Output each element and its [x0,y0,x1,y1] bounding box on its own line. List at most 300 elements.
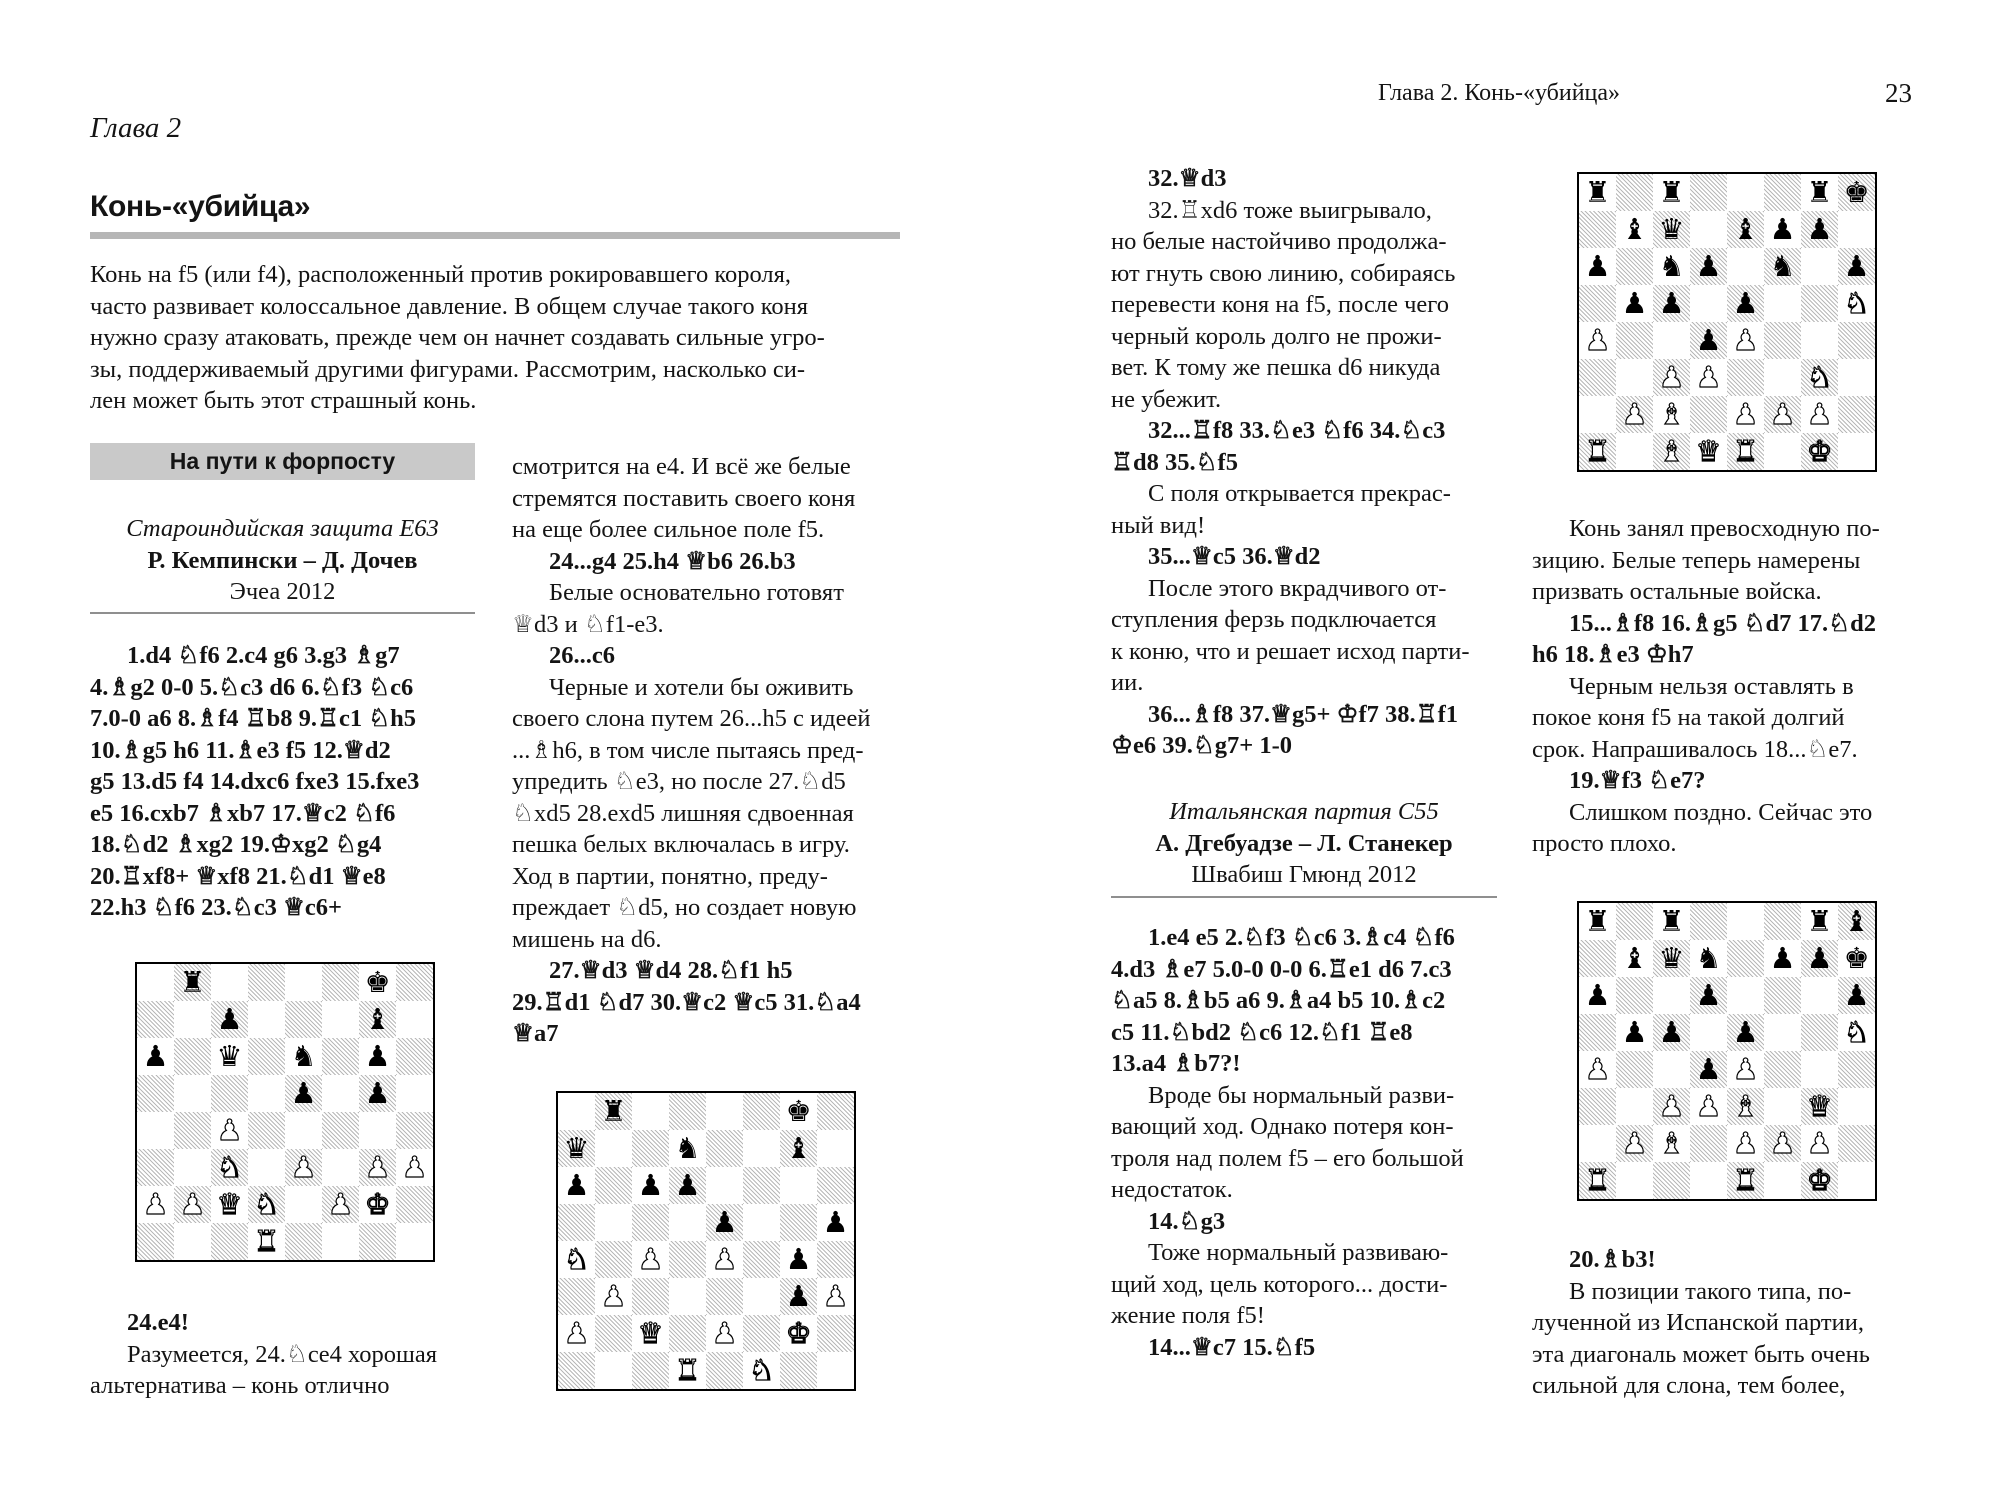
board-square [322,1075,359,1112]
board-square [1690,396,1727,433]
board-square [1727,285,1764,322]
board-square [1616,433,1653,470]
black-rook-icon: ♜ [1658,904,1685,938]
white-pawn-icon: ♟ [711,1316,738,1350]
text-line: Слишком поздно. Сейчас это [1569,798,1873,826]
board-square [396,1038,433,1075]
white-king-icon: ♚ [785,1316,812,1350]
board-square [558,1130,595,1167]
board-square [780,1352,817,1389]
white-bishop-icon: ♝ [1658,434,1685,468]
black-rook-icon: ♜ [1806,175,1833,209]
board-square [1690,285,1727,322]
board-square [1579,359,1616,396]
board-square [669,1167,706,1204]
board-square [1838,1014,1875,1051]
move-line: ♕a7 [512,1020,559,1047]
black-bishop-icon: ♝ [1732,212,1759,246]
board-square [1653,1014,1690,1051]
black-pawn-icon: ♟ [1695,249,1722,283]
board-square [1690,211,1727,248]
board-square [1690,903,1727,940]
board-square [174,1075,211,1112]
move-line: 14...♕c7 15.♘f5 [1148,1333,1316,1361]
board-square [1801,1162,1838,1199]
black-pawn-icon: ♟ [1621,286,1648,320]
white-pawn-icon: ♟ [1732,397,1759,431]
text-line: просто плохо. [1532,830,1677,857]
board-square [743,1315,780,1352]
white-pawn-icon: ♟ [1658,360,1685,394]
board-square [1690,322,1727,359]
white-pawn-icon: ♟ [822,1279,849,1313]
black-rook-icon: ♜ [1584,175,1611,209]
game2-header [1111,796,1497,891]
board-square [743,1167,780,1204]
board-square [1764,322,1801,359]
white-pawn-icon: ♟ [1695,360,1722,394]
move-line: h6 18.♗e3 ♔h7 [1532,641,1694,668]
intro-line: нужно сразу атаковать, прежде чем он начнет создавать сильные угро- [90,324,825,351]
white-king-icon: ♚ [364,1187,391,1221]
board-square [743,1093,780,1130]
game2-event: Швабиш Гмюнд 2012 [1191,861,1417,888]
board-square [285,964,322,1001]
board-square [1838,174,1875,211]
white-pawn-icon: ♟ [1584,323,1611,357]
black-knight-icon: ♞ [674,1131,701,1165]
white-king-icon: ♚ [1806,434,1833,468]
board-square [558,1352,595,1389]
black-knight-icon: ♞ [290,1039,317,1073]
board-square [396,1112,433,1149]
board-square [706,1315,743,1352]
board-square [1616,1162,1653,1199]
white-pawn-icon: ♟ [290,1150,317,1184]
board-square [1838,322,1875,359]
board-square [743,1241,780,1278]
game2-players: А. Дгебуадзе – Л. Станекер [1155,829,1453,857]
white-knight-icon: ♞ [748,1353,775,1387]
black-rook-icon: ♜ [600,1094,627,1128]
board-square [322,1112,359,1149]
running-header: Глава 2. Конь-«убийца» [1378,80,1621,106]
board-square [1727,248,1764,285]
black-pawn-icon: ♟ [364,1039,391,1073]
text-line: упредить ♘e3, но после 27.♘d5 [512,768,846,795]
text-line: Белые основательно готовят [549,579,844,606]
black-rook-icon: ♜ [1658,175,1685,209]
board-square [1579,940,1616,977]
board-square [1653,174,1690,211]
black-pawn-icon: ♟ [785,1242,812,1276]
board-square [1764,903,1801,940]
text-line: эта диагональ может быть очень [1532,1340,1870,1368]
board-square [285,1149,322,1186]
move-line: 26...c6 [549,642,615,669]
board-square [669,1278,706,1315]
board-square [1579,285,1616,322]
board-square [817,1204,854,1241]
board-square [248,1038,285,1075]
board-square [780,1093,817,1130]
white-pawn-icon: ♟ [1769,1126,1796,1160]
board-square [1727,1162,1764,1199]
text-line: черный король долго не прожи- [1111,322,1442,350]
text-line: смотрится на e4. И всё же белые [512,453,851,480]
move-line: 32...♖f8 33.♘e3 ♘f6 34.♘c3 [1148,417,1446,444]
board-square [558,1093,595,1130]
white-queen-icon: ♛ [1806,1089,1833,1123]
move-line: c5 11.♘bd2 ♘c6 12.♘f1 ♖e8 [1111,1018,1413,1046]
text-line: Вроде бы нормальный разви- [1148,1081,1455,1109]
black-pawn-icon: ♟ [822,1205,849,1239]
black-pawn-icon: ♟ [1695,323,1722,357]
move-line: ♔e6 39.♘g7+ 1-0 [1111,732,1293,759]
move-line: 1.d4 ♘f6 2.c4 g6 3.g3 ♗g7 [127,642,400,669]
board-square [1764,285,1801,322]
board-square [137,1038,174,1075]
board-square [1727,433,1764,470]
board-square [1690,1051,1727,1088]
text-line: щий ход, цель которого... дости- [1111,1270,1448,1298]
move-line: 35...♕c5 36.♕d2 [1148,543,1321,570]
board-square [558,1167,595,1204]
text-line: пешка белых включалась в игру. [512,831,850,858]
text-line: альтернатива – конь отлично [90,1372,390,1399]
board-square [1727,174,1764,211]
board-square [322,1186,359,1223]
white-knight-icon: ♞ [1843,286,1870,320]
intro-line: Конь на f5 (или f4), расположенный против рокировавшего короля, [90,261,792,288]
board-square [1727,940,1764,977]
black-pawn-icon: ♟ [674,1168,701,1202]
chapter-label: Глава 2 [90,112,182,144]
board-square [706,1130,743,1167]
board-square [1801,174,1838,211]
board-square [1653,1051,1690,1088]
text-line: к коню, что и решает исход парти- [1111,637,1470,665]
board-square [211,1186,248,1223]
text-line: преждает ♘d5, но создает новую [512,894,857,921]
board-square [322,1223,359,1260]
black-pawn-icon: ♟ [216,1002,243,1036]
move-line: g5 13.d5 f4 14.dxc6 fxe3 15.fxe3 [90,768,420,795]
board-square [359,1223,396,1260]
white-rook-icon: ♜ [674,1353,701,1387]
chapter-title: Конь-«убийца» [90,190,311,223]
board-square [322,1001,359,1038]
black-pawn-icon: ♟ [637,1168,664,1202]
board-square [1616,1051,1653,1088]
text-line: ♕d3 и ♘f1-e3. [512,610,664,638]
board-square [1616,1088,1653,1125]
board-square [1838,1051,1875,1088]
board-square [1616,174,1653,211]
board-square [1801,1125,1838,1162]
board-square [780,1315,817,1352]
board-square [1727,1125,1764,1162]
board-square [1579,211,1616,248]
white-pawn-icon: ♟ [1732,1126,1759,1160]
white-pawn-icon: ♟ [142,1187,169,1221]
board-square [817,1278,854,1315]
move-line: 13.a4 ♗b7?! [1111,1050,1241,1077]
board-square [285,1075,322,1112]
board-square [1764,1088,1801,1125]
board-square [1653,977,1690,1014]
board-square [669,1130,706,1167]
board-square [248,1112,285,1149]
board-square [174,964,211,1001]
chess-diagram-4 [1577,901,1877,1201]
board-square [780,1241,817,1278]
board-square [1838,977,1875,1014]
board-square [248,1075,285,1112]
white-queen-icon: ♛ [637,1316,664,1350]
board-square [1801,903,1838,940]
board-square [595,1093,632,1130]
board-square [1838,248,1875,285]
text-line: срок. Напрашивалось 18...♘e7. [1532,735,1858,763]
board-square [595,1167,632,1204]
move-line: 1.e4 e5 2.♘f3 ♘c6 3.♗c4 ♘f6 [1148,924,1455,951]
board-square [1579,322,1616,359]
black-pawn-icon: ♟ [1732,1015,1759,1049]
white-pawn-icon: ♟ [1732,323,1759,357]
black-pawn-icon: ♟ [711,1205,738,1239]
move-line: 32.♕d3 [1148,165,1227,192]
text-line: лученной из Испанской партии, [1532,1309,1864,1336]
text-line: не убежит. [1111,385,1222,413]
white-queen-icon: ♛ [1695,434,1722,468]
white-pawn-icon: ♟ [600,1279,627,1313]
board-square [1579,1014,1616,1051]
page-number: 23 [1885,78,1912,108]
board-square [137,964,174,1001]
intro-line: лен может быть этот страшный конь. [90,387,477,414]
board-square [743,1278,780,1315]
board-square [743,1352,780,1389]
board-square [211,1223,248,1260]
black-pawn-icon: ♟ [1584,978,1611,1012]
black-knight-icon: ♞ [1658,249,1685,283]
board-square [248,964,285,1001]
text-line: Разумеется, 24.♘ce4 хорошая [127,1340,438,1368]
board-square [396,1001,433,1038]
board-square [1838,359,1875,396]
text-line: ступления ферзь подключается [1111,606,1437,633]
board-square [1690,433,1727,470]
black-pawn-icon: ♟ [1658,286,1685,320]
board-square [632,1204,669,1241]
black-pawn-icon: ♟ [1732,286,1759,320]
text-line: вет. К тому же пешка d6 никуда [1111,354,1441,381]
board-square [1653,1088,1690,1125]
board-square [1579,903,1616,940]
board-square [322,1038,359,1075]
black-pawn-icon: ♟ [1806,941,1833,975]
text-line: Конь занял превосходную по- [1569,515,1880,542]
board-square [322,964,359,1001]
board-square [595,1241,632,1278]
board-square [595,1315,632,1352]
board-square [396,964,433,1001]
game1-event: Эчеа 2012 [229,578,336,605]
board-square [1690,1162,1727,1199]
board-square [285,1186,322,1223]
black-pawn-icon: ♟ [1843,249,1870,283]
board-square [359,964,396,1001]
text-line: мишень на d6. [512,925,662,953]
black-king-icon: ♚ [785,1094,812,1128]
board-square [1727,396,1764,433]
board-square [1690,1125,1727,1162]
black-rook-icon: ♜ [1584,904,1611,938]
white-rook-icon: ♜ [1584,1163,1611,1197]
black-pawn-icon: ♟ [1621,1015,1648,1049]
text-line: В позиции такого типа, по- [1569,1277,1852,1305]
game1-rule [90,612,475,614]
board-square [817,1352,854,1389]
black-knight-icon: ♞ [1695,941,1722,975]
text-line: но белые настойчиво продолжа- [1111,228,1447,255]
black-pawn-icon: ♟ [1584,249,1611,283]
board-square [706,1352,743,1389]
game2-rule [1111,896,1497,898]
black-queen-icon: ♛ [1658,941,1685,975]
board-square [359,1149,396,1186]
board-square [1764,248,1801,285]
black-pawn-icon: ♟ [1695,978,1722,1012]
board-square [1838,396,1875,433]
text-line: покое коня f5 на такой долгий [1532,704,1845,731]
white-pawn-icon: ♟ [1584,1052,1611,1086]
board-square [174,1038,211,1075]
move-line: 18.♘d2 ♗xg2 19.♔xg2 ♘g4 [90,831,382,858]
text-line: Тоже нормальный развиваю- [1148,1239,1449,1266]
black-pawn-icon: ♟ [785,1279,812,1313]
board-square [632,1278,669,1315]
board-square [632,1352,669,1389]
board-square [1727,1051,1764,1088]
chess-diagram-1 [135,962,435,1262]
white-bishop-icon: ♝ [1732,1089,1759,1123]
white-knight-icon: ♞ [563,1242,590,1276]
board-square [359,1038,396,1075]
black-king-icon: ♚ [1843,941,1870,975]
black-queen-icon: ♛ [216,1039,243,1073]
board-square [1801,285,1838,322]
board-square [137,1001,174,1038]
board-square [211,1001,248,1038]
board-square [1653,1162,1690,1199]
board-square [706,1241,743,1278]
white-rook-icon: ♜ [253,1224,280,1258]
board-square [1727,1014,1764,1051]
board-square [1764,1125,1801,1162]
right-col2 [1532,513,1918,860]
white-knight-icon: ♞ [1806,360,1833,394]
move-line: 14.♘g3 [1148,1207,1226,1235]
board-square [1616,322,1653,359]
board-square [595,1204,632,1241]
black-pawn-icon: ♟ [1843,978,1870,1012]
white-bishop-icon: ♝ [1658,397,1685,431]
board-square [706,1167,743,1204]
board-square [1838,211,1875,248]
board-square [1690,977,1727,1014]
board-square [1653,211,1690,248]
move-line: 20.♗b3! [1569,1246,1656,1273]
board-square [1579,977,1616,1014]
text-line: 32.♖xd6 тоже выигрывало, [1148,196,1432,224]
move-line: e5 16.cxb7 ♗xb7 17.♕c2 ♘f6 [90,799,396,827]
board-square [359,1112,396,1149]
board-square [1616,211,1653,248]
white-pawn-icon: ♟ [364,1150,391,1184]
board-square [248,1223,285,1260]
white-pawn-icon: ♟ [1658,1089,1685,1123]
move-line: 19.♕f3 ♘e7? [1569,767,1706,794]
board-square [1801,940,1838,977]
board-square [1690,359,1727,396]
board-square [595,1130,632,1167]
board-square [174,1149,211,1186]
move-line: 4.d3 ♗e7 5.0-0 0-0 6.♖e1 d6 7.c3 [1111,955,1452,983]
comment-24 [90,1307,475,1402]
board-square [1653,285,1690,322]
board-square [1579,1125,1616,1162]
text-line: ный вид! [1111,511,1206,539]
board-square [1727,1088,1764,1125]
game1-players: Р. Кемпински – Д. Дочев [147,546,418,574]
black-pawn-icon: ♟ [563,1168,590,1202]
black-bishop-icon: ♝ [1843,904,1870,938]
white-pawn-icon: ♟ [216,1113,243,1147]
white-knight-icon: ♞ [253,1187,280,1221]
move-line: ♖d8 35.♘f5 [1111,448,1238,476]
board-square [248,1186,285,1223]
game1-header [90,513,475,608]
board-square [1764,1162,1801,1199]
board-square [285,1001,322,1038]
board-square [558,1241,595,1278]
board-square [1727,322,1764,359]
text-line: вающий ход. Однако потеря кон- [1111,1113,1454,1140]
board-square [1690,940,1727,977]
board-square [1616,977,1653,1014]
text-line: Ход в партии, понятно, преду- [512,862,828,890]
board-square [1653,433,1690,470]
move-line: 24...g4 25.h4 ♕b6 26.b3 [549,547,796,575]
board-square [1579,433,1616,470]
text-line: ии. [1111,669,1144,696]
game1-moves [90,640,475,924]
board-square [1764,174,1801,211]
text-line: сильной для слона, тем более, [1532,1372,1846,1399]
black-queen-icon: ♛ [563,1131,590,1165]
board-square [669,1315,706,1352]
board-square [322,1149,359,1186]
move-line: 20.♖xf8+ ♕xf8 21.♘d1 ♕e8 [90,862,386,890]
board-square [137,1112,174,1149]
black-king-icon: ♚ [364,965,391,999]
right-col1-b [1111,922,1497,1363]
board-square [817,1241,854,1278]
board-square [1801,359,1838,396]
black-pawn-icon: ♟ [364,1076,391,1110]
